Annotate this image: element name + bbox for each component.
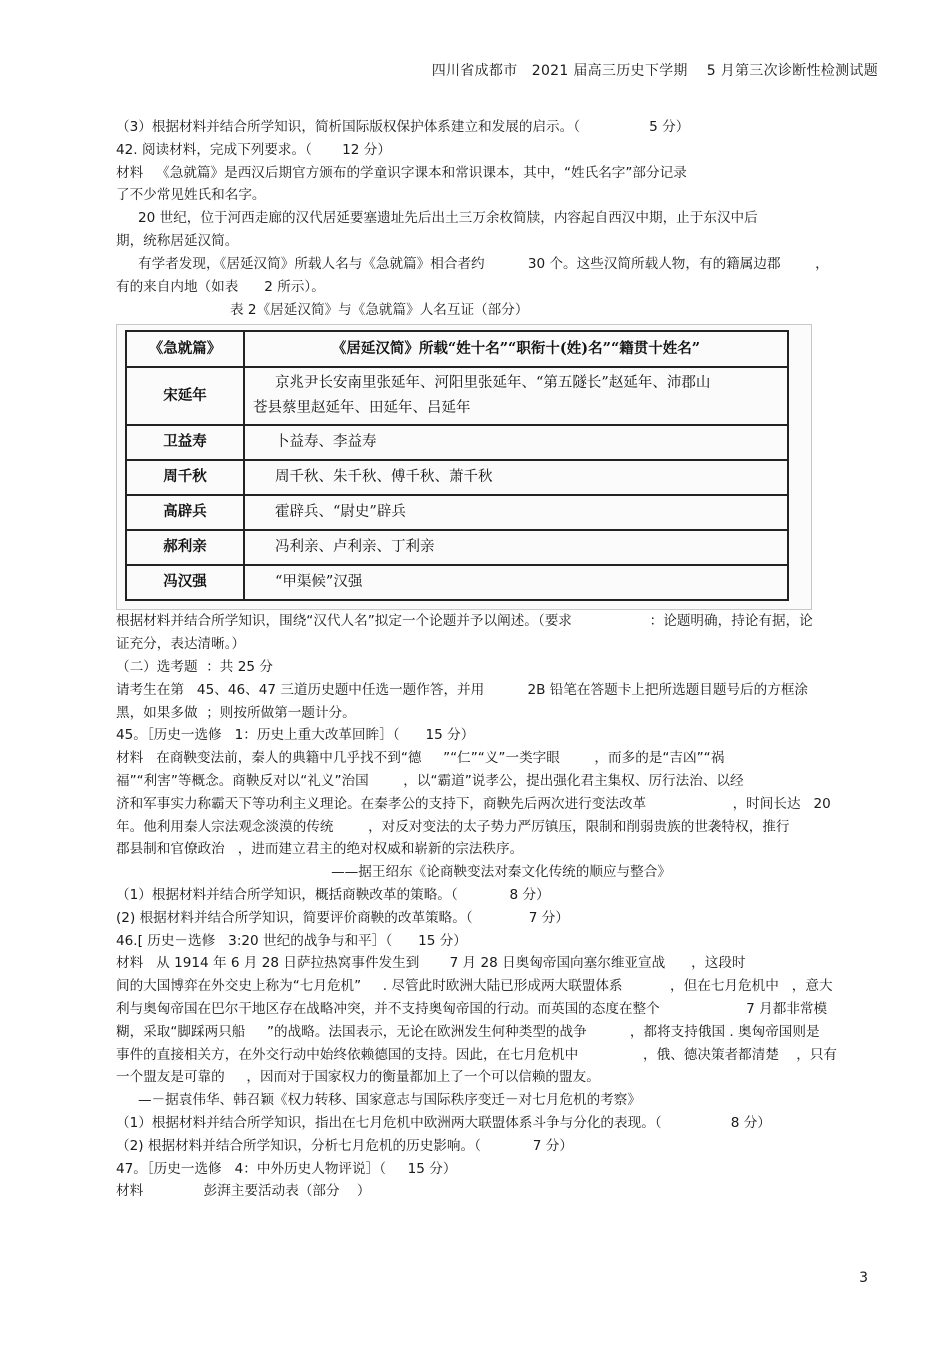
table-cell-entries: 周千秋、朱千秋、傅千秋、萧千秋 [244, 460, 788, 495]
instruction-line: 黑，如果多做 ；则按所做第一题计分。 [116, 704, 356, 721]
table-row [126, 367, 788, 425]
table-cell-name: 高辟兵 [126, 495, 244, 530]
q45-part2: (2) 根据材料并结合所学知识，简要评价商鞅的改革策略。（ 7 分） [116, 909, 569, 926]
q42-material-line: 期，统称居延汉简。 [116, 232, 239, 249]
table-cell-entries: “甲渠候”汉强 [244, 565, 788, 600]
name-comparison-table [125, 330, 789, 601]
page-number: 3 [859, 1270, 868, 1286]
instruction-line: 请考生在第 45、46、47 三道历史题中任选一题作答，并用 2B 铅笔在答题卡上把所选题目题号后的方框涂 [116, 681, 809, 698]
table-cell-name: 卫益寿 [126, 425, 244, 460]
q45-material-line: 郡县制和官僚政治 ，进而建立君主的绝对权威和崭新的宗法秩序。 [116, 841, 524, 858]
table-caption: 表 2《居延汉简》与《急就篇》人名互证（部分） [230, 302, 529, 319]
q46-material-line: 糊，采取“脚踩两只船 ”的战略。法国表示，无论在欧洲发生何种类型的战争 ，都将支持俄国 . 奥匈帝国则是 [116, 1023, 820, 1040]
q42-material-line: 材料 《急就篇》是西汉后期官方颁布的学童识字课本和常识课本，其中，“姓氏名字”部分记录 [116, 164, 687, 181]
document-body [116, 116, 886, 1203]
q42-material-line: 20 世纪，位于河西走廊的汉代居延要塞遗址先后出土三万余枚简牍，内容起自西汉中期，止于东汉中后 [138, 210, 758, 227]
table-cell-name: 宋延年 [126, 367, 244, 425]
entries-line: 苍县蔡里赵延年、田延年、吕延年 [253, 400, 471, 417]
q46-material-line: 事件的直接相关方，在外交行动中始终依赖德国的支持。因此，在七月危机中 ，俄、德决策者都清楚 ，只有 [116, 1046, 838, 1063]
q45-material-line: 材料 在商鞅变法前，秦人的典籍中几乎找不到“德 ”“仁”“义”一类字眼 ，而多的是“吉凶”“祸 [116, 750, 725, 767]
table-cell-entries: 冯利亲、卢利亲、丁利亲 [244, 530, 788, 565]
table-row [126, 530, 788, 565]
q42-material-line: 了不少常见姓氏和名字。 [116, 187, 266, 204]
table-row [126, 495, 788, 530]
q46-material-line: 材料 从 1914 年 6 月 28 日萨拉热窝事件发生到 7 月 28 日奥匈帝国向塞尔维亚宣战 ，这段时 [116, 955, 746, 972]
q42-heading: 42. 阅读材料，完成下列要求。（ 12 分） [116, 141, 391, 158]
q41-part3: （3）根据材料并结合所学知识，简析国际版权保护体系建立和发展的启示。（ 5 分） [116, 119, 690, 135]
q46-material-line: 间的大国博弈在外交史上称为“七月危机” . 尽管此时欧洲大陆已形成两大联盟体系 ，但在七月危机中 ，意大 [116, 978, 833, 995]
table-cell-name: 周千秋 [126, 460, 244, 495]
table-cell-name: 冯汉强 [126, 565, 244, 600]
table-cell-entries: 霍辟兵、“尉史”辟兵 [244, 495, 788, 530]
table-row [126, 460, 788, 495]
entries-line: 京兆尹长安南里张延年、河阳里张延年、“第五隧长”赵延年、沛郡山 [275, 375, 711, 392]
q46-material-line: 利与奥匈帝国在巴尔干地区存在战略冲突，并不支持奥匈帝国的行动。而英国的态度在整个 7 月都非常模 [116, 1000, 828, 1017]
q46-heading: 46.[ 历史－选修 3:20 世纪的战争与和平］（ 15 分） [116, 932, 467, 949]
table-cell-entries: 卜益寿、李益寿 [244, 425, 788, 460]
table-header-row [126, 331, 788, 367]
table-header: 《急就篇》 [126, 331, 244, 367]
page-header: 四川省成都市 2021 届高三历史下学期 5 月第三次诊断性检测试题 [431, 63, 878, 79]
name-table-image [116, 324, 812, 610]
q47-heading: 47。［历史一选修 4：中外历史人物评说］（ 15 分） [116, 1160, 457, 1177]
q42-material-line: 有的来自内地（如表 2 所示）。 [116, 278, 325, 295]
q42-requirement: 根据材料并结合所学知识，围绕“汉代人名”拟定一个论题并予以阐述。（要求 ：论题明确，持论有据，论 [116, 613, 813, 630]
q46-material-line: 一个盟友是可靠的 ，因而对于国家权力的衡量都加上了一个可以信赖的盟友。 [116, 1069, 600, 1086]
table-cell-entries [244, 367, 788, 425]
q45-part1: （1）根据材料并结合所学知识，概括商鞅改革的策略。（ 8 分） [116, 886, 550, 903]
q45-material-line: 福”“利害”等概念。商鞅反对以“礼义”治国 ，以“霸道”说孝公，提出强化君主集权、厉行法治、以经 [116, 772, 744, 789]
table-row [126, 425, 788, 460]
table-header: 《居延汉简》所载“姓十名”“职衔十(姓)名”“籍贯十姓名” [244, 331, 788, 367]
q46-part1: （1）根据材料并结合所学知识，指出在七月危机中欧洲两大联盟体系斗争与分化的表现。（ 8 分） [116, 1114, 771, 1131]
q45-source: ——据王绍东《论商鞅变法对秦文化传统的顺应与整合》 [331, 864, 671, 881]
section-heading: （二）选考题 ：共 25 分 [116, 658, 273, 675]
q45-material-line: 济和军事实力称霸天下等功利主义理论。在秦孝公的支持下，商鞅先后两次进行变法改革 ，时间长达 20 [116, 795, 831, 812]
q46-source: —－据袁伟华、韩召颖《权力转移、国家意志与国际秩序变迁－对七月危机的考察》 [138, 1092, 641, 1109]
table-row [126, 565, 788, 600]
q45-material-line: 年。他利用秦人宗法观念淡漠的传统 ，对反对变法的太子势力严厉镇压，限制和削弱贵族的世袭特权，推行 [116, 818, 790, 835]
q42-requirement: 证充分，表达清晰。） [116, 636, 246, 653]
table-cell-name: 郝利亲 [126, 530, 244, 565]
q46-part2: （2) 根据材料并结合所学知识，分析七月危机的历史影响。（ 7 分） [116, 1137, 573, 1154]
q45-heading: 45。［历史一选修 1：历史上重大改革回眸］（ 15 分） [116, 727, 475, 744]
q47-material-title: 材料 彭湃主要活动表（部分 ） [116, 1183, 371, 1200]
q42-material-line: 有学者发现，《居延汉简》所载人名与《急就篇》相合者约 30 个。这些汉简所载人物，有的籍属边郡 ， [138, 255, 829, 272]
